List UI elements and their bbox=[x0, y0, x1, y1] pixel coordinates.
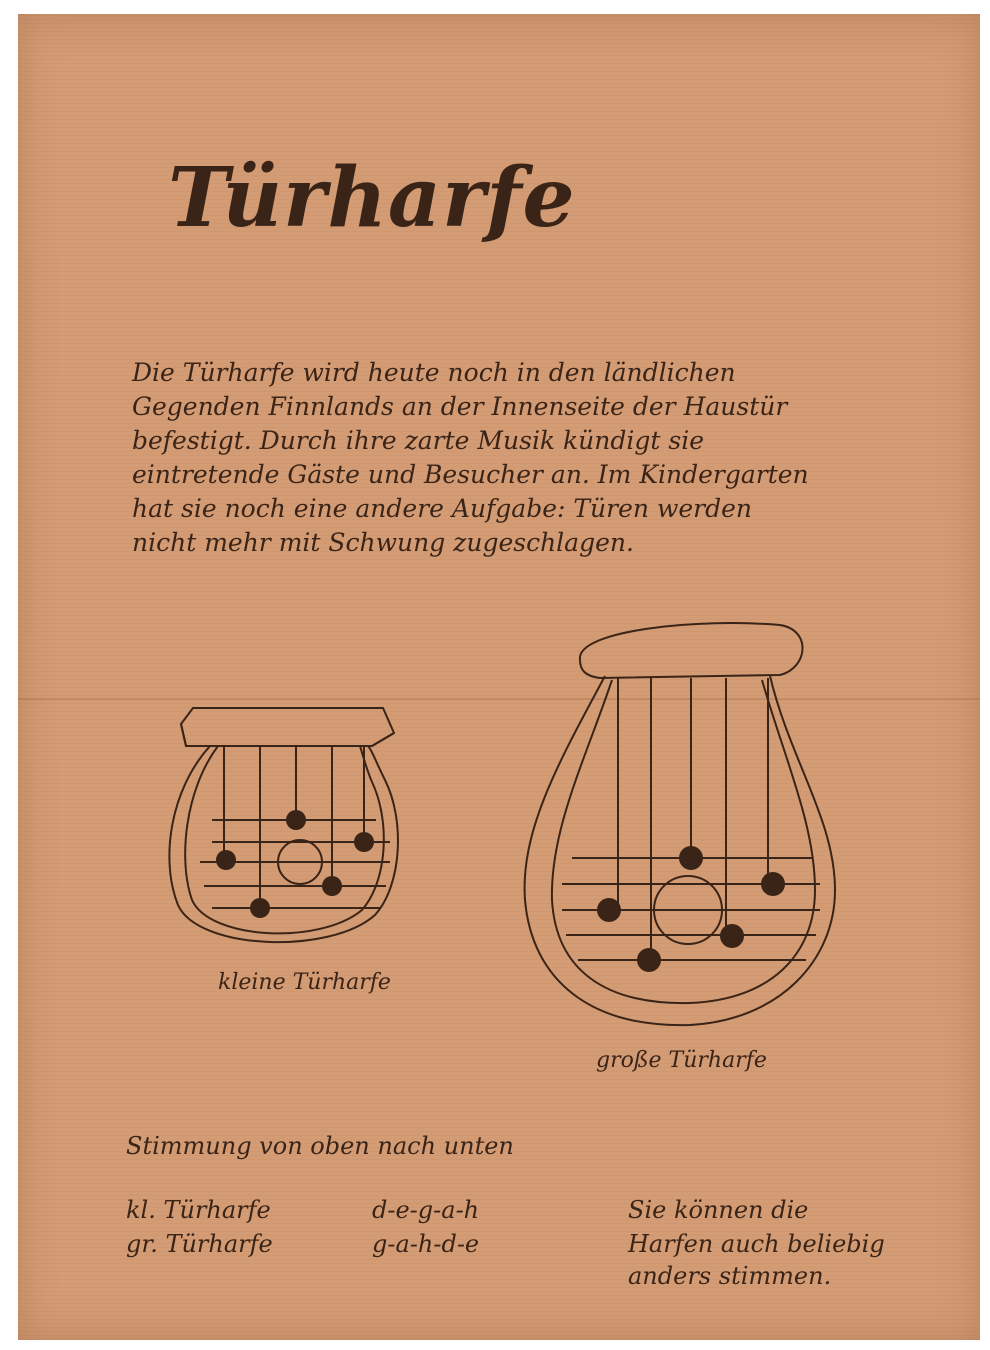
note-line-2: Harfen auch beliebig bbox=[628, 1230, 885, 1258]
tuning-row-notes-large: g-a-h-d-e bbox=[372, 1230, 480, 1258]
small-harp-caption: kleine Türharfe bbox=[218, 970, 391, 995]
intro-line-4: eintretende Gäste und Besucher an. Im Kindergarten bbox=[132, 460, 809, 489]
note-line-3: anders stimmen. bbox=[628, 1262, 832, 1290]
intro-line-3: befestigt. Durch ihre zarte Musik kündigt sie bbox=[132, 426, 704, 455]
tuning-heading: Stimmung von oben nach unten bbox=[126, 1132, 514, 1160]
tuning-row-notes-small: d-e-g-a-h bbox=[372, 1196, 480, 1224]
large-harp-illustration bbox=[515, 620, 835, 1040]
large-harp-caption: große Türharfe bbox=[596, 1048, 767, 1073]
small-harp-illustration bbox=[160, 700, 410, 960]
intro-line-1: Die Türharfe wird heute noch in den ländlichen bbox=[132, 358, 736, 387]
page-title: Türharfe bbox=[168, 150, 576, 246]
intro-line-5: hat sie noch eine andere Aufgabe: Türen werden bbox=[132, 494, 752, 523]
intro-line-6: nicht mehr mit Schwung zugeschlagen. bbox=[132, 528, 634, 557]
intro-line-2: Gegenden Finnlands an der Innenseite der Haustür bbox=[132, 392, 788, 421]
tuning-row-label-small: kl. Türharfe bbox=[126, 1196, 271, 1224]
note-line-1: Sie können die bbox=[628, 1196, 809, 1224]
tuning-row-label-large: gr. Türharfe bbox=[126, 1230, 273, 1258]
